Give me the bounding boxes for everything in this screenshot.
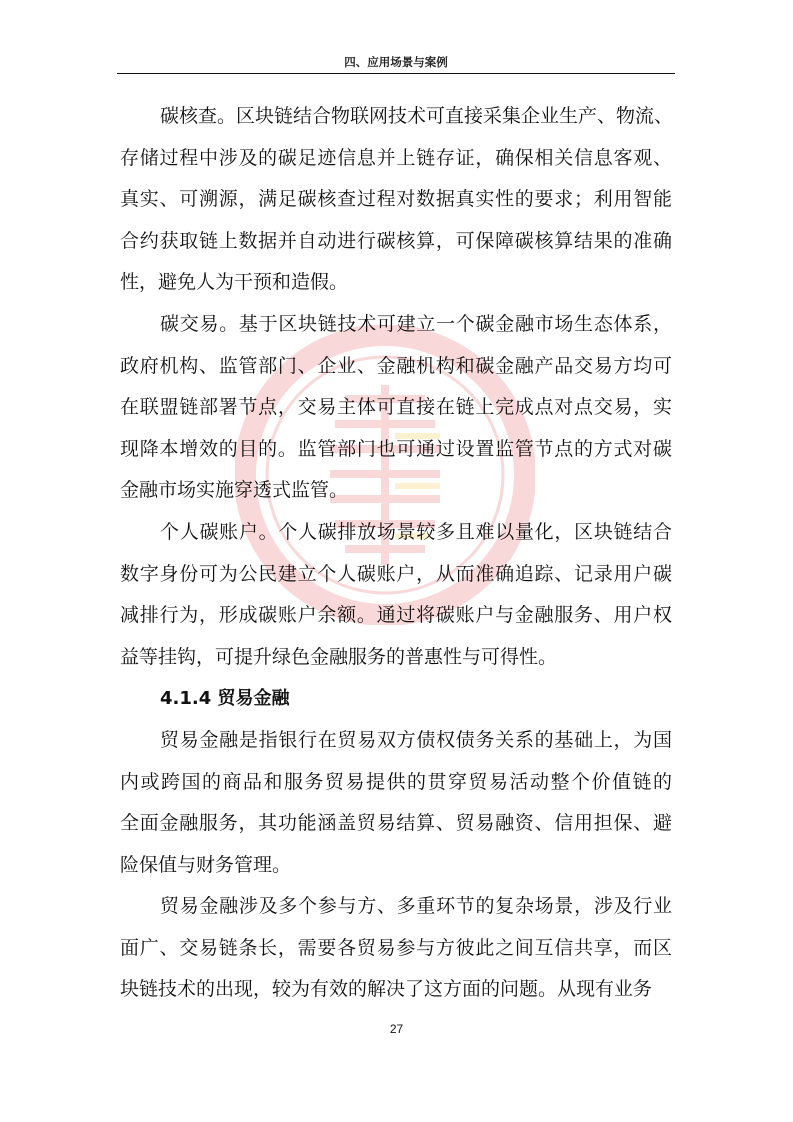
paragraph-trade-finance-blockchain bbox=[120, 886, 672, 1011]
paragraph-personal-carbon-account bbox=[120, 512, 672, 678]
text-line: 贸易金融是指银行在贸易双方债权债务关系的基础上，为国 bbox=[160, 728, 672, 751]
text-line: 金融市场实施穿透式监管。 bbox=[120, 479, 349, 502]
header-rule bbox=[117, 73, 675, 74]
text-line: 数字身份可为公民建立个人碳账户，从而准确追踪、记录用户碳 bbox=[120, 562, 672, 585]
paragraph-carbon-verification bbox=[120, 96, 672, 304]
running-header: 四、应用场景与案例 bbox=[344, 55, 448, 69]
text-line: 性，避免人为干预和造假。 bbox=[120, 271, 349, 294]
text-line: 真实、可溯源，满足碳核查过程对数据真实性的要求；利用智能 bbox=[120, 188, 672, 211]
text-line: 险保值与财务管理。 bbox=[120, 853, 292, 876]
text-line: 碳核查。区块链结合物联网技术可直接采集企业生产、物流、 bbox=[160, 105, 674, 127]
text-line: 个人碳账户。个人碳排放场景较多且难以量化，区块链结合 bbox=[160, 520, 672, 543]
text-line: 全面金融服务，其功能涵盖贸易结算、贸易融资、信用担保、避 bbox=[120, 812, 672, 835]
text-line: 政府机构、监管部门、企业、金融机构和碳金融产品交易方均可 bbox=[120, 354, 672, 377]
text-line: 现降本增效的目的。监管部门也可通过设置监管节点的方式对碳 bbox=[120, 437, 672, 460]
paragraph-carbon-trading bbox=[120, 304, 672, 512]
text-line: 内或跨国的商品和服务贸易提供的贯穿贸易活动整个价值链的 bbox=[120, 770, 672, 793]
text-line: 贸易金融涉及多个参与方、多重环节的复杂场景，涉及行业 bbox=[160, 895, 672, 918]
text-line: 合约获取链上数据并自动进行碳核算，可保障碳核算结果的准确 bbox=[120, 229, 672, 252]
document-body bbox=[120, 96, 672, 1011]
text-line: 存储过程中涉及的碳足迹信息并上链存证，确保相关信息客观、 bbox=[120, 146, 672, 169]
text-line: 益等挂钩，可提升绿色金融服务的普惠性与可得性。 bbox=[120, 645, 558, 668]
text-line: 碳交易。基于区块链技术可建立一个碳金融市场生态体系， bbox=[160, 312, 672, 335]
text-line: 面广、交易链条长，需要各贸易参与方彼此之间互信共享，而区 bbox=[120, 936, 672, 959]
paragraph-trade-finance-definition bbox=[120, 720, 672, 886]
text-line: 在联盟链部署节点，交易主体可直接在链上完成点对点交易，实 bbox=[120, 396, 672, 419]
page-number: 27 bbox=[389, 1022, 404, 1036]
text-line: 减排行为，形成碳账户余额。通过将碳账户与金融服务、用户权 bbox=[120, 604, 672, 627]
section-heading: 4.1.4 贸易金融 bbox=[160, 688, 290, 710]
text-line: 块链技术的出现，较为有效的解决了这方面的问题。从现有业务 bbox=[120, 978, 653, 1001]
